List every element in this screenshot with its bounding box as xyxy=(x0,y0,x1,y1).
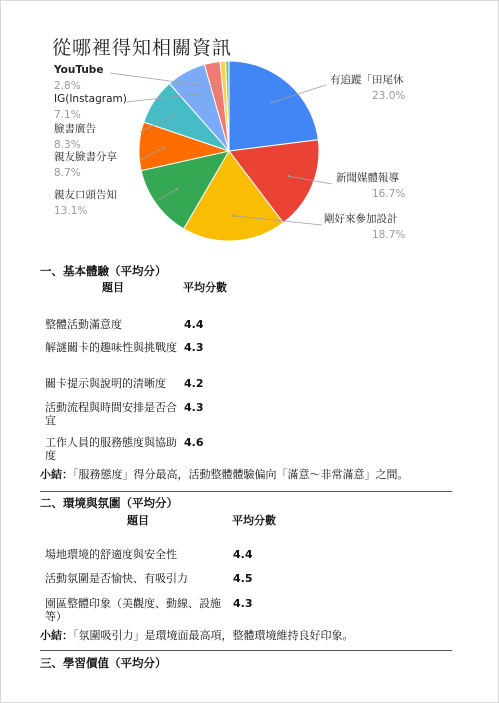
section-divider-2 xyxy=(40,650,452,651)
section2-col-avg: 平均分數 xyxy=(232,514,276,527)
section1-row-0-question: 整體活動滿意度 xyxy=(45,318,122,331)
section1-row-2-question: 關卡提示與說明的清晰度 xyxy=(45,377,166,390)
section1-row-1-value: 4.3 xyxy=(184,341,204,354)
section1-row-3-question: 活動流程與時間安排是否合宜 xyxy=(45,401,177,427)
section1-row-1-question: 解謎關卡的趣味性與挑戰度 xyxy=(45,341,177,354)
slice-pct-0: 23.0% xyxy=(372,90,406,102)
pie-leader-dot-3 xyxy=(175,188,177,190)
section2-summary-text: 「氛圍吸引力」是環境面最高項，整體環境維持良好印象。 xyxy=(73,629,354,642)
pie-leader-dot-6 xyxy=(197,93,199,95)
section1-row-3-value: 4.3 xyxy=(184,401,204,414)
pie-slices xyxy=(139,61,319,241)
pie-leader-dot-1 xyxy=(288,175,290,177)
pie-leader-dot-2 xyxy=(232,214,234,216)
slice-label-0: 有追蹤「田尾休 xyxy=(330,74,404,86)
slice-label-7: YouTube xyxy=(54,64,104,76)
section2-title: 二、環境與氛圍（平均分） xyxy=(40,496,178,510)
section2-row-0-question: 場地環境的舒適度與安全性 xyxy=(45,548,177,561)
slice-pct-3: 13.1% xyxy=(54,205,88,217)
section2-summary-label: 小結： xyxy=(40,629,73,642)
section1-row-0-value: 4.4 xyxy=(184,318,204,331)
section3-title: 三、學習價值（平均分） xyxy=(40,656,167,670)
section1-summary xyxy=(40,466,409,482)
slice-label-5: 臉書廣告 xyxy=(54,123,96,135)
slice-pct-1: 16.7% xyxy=(372,188,406,200)
section2-summary xyxy=(40,627,354,643)
section2-row-2-value: 4.3 xyxy=(233,597,253,610)
section2-row-1-question: 活動氛圍是否愉快、有吸引力 xyxy=(45,572,188,585)
section-divider-1 xyxy=(40,491,452,492)
section1-title: 一、基本體驗（平均分） xyxy=(40,264,167,278)
section2-row-0-value: 4.4 xyxy=(233,548,253,561)
slice-pct-4: 8.7% xyxy=(54,167,81,179)
pie-leader-dot-5 xyxy=(174,114,176,116)
section2-col-item: 題目 xyxy=(127,514,149,527)
slice-label-1: 新聞媒體報導 xyxy=(336,172,399,184)
section2-row-2-question: 園區整體印象（美觀度、動線、設施等） xyxy=(45,597,221,623)
slice-label-2: 剛好來參加設計 xyxy=(324,213,398,225)
slice-pct-2: 18.7% xyxy=(372,229,406,241)
section1-summary-text: 「服務態度」得分最高，活動整體體驗偏向「滿意～非常滿意」之間。 xyxy=(73,468,409,481)
section1-row-4-question: 工作人員的服務態度與協助度 xyxy=(45,436,177,462)
chart-title: 從哪裡得知相關資訊 xyxy=(52,37,233,59)
pie-leader-dot-4 xyxy=(163,146,165,148)
pie-slice-0 xyxy=(229,61,318,151)
pie-leader-dot-0 xyxy=(271,101,273,103)
section2-row-1-value: 4.5 xyxy=(233,572,253,585)
slice-pct-5: 8.3% xyxy=(54,139,81,151)
slice-pct-6: 7.1% xyxy=(54,109,81,121)
slice-label-4: 親友臉書分享 xyxy=(54,151,117,163)
slice-label-3: 親友口頭告知 xyxy=(54,189,117,201)
section1-col-avg: 平均分數 xyxy=(183,281,227,294)
pie-leader-dot-7 xyxy=(216,86,218,88)
slice-label-6: IG(Instagram) xyxy=(54,93,127,105)
section1-row-2-value: 4.2 xyxy=(184,377,204,390)
pie-chart xyxy=(0,0,499,258)
section1-summary-label: 小結： xyxy=(40,468,73,481)
slice-pct-7: 2.8% xyxy=(54,80,81,92)
section1-col-item: 題目 xyxy=(102,281,124,294)
section1-row-4-value: 4.6 xyxy=(184,436,204,449)
